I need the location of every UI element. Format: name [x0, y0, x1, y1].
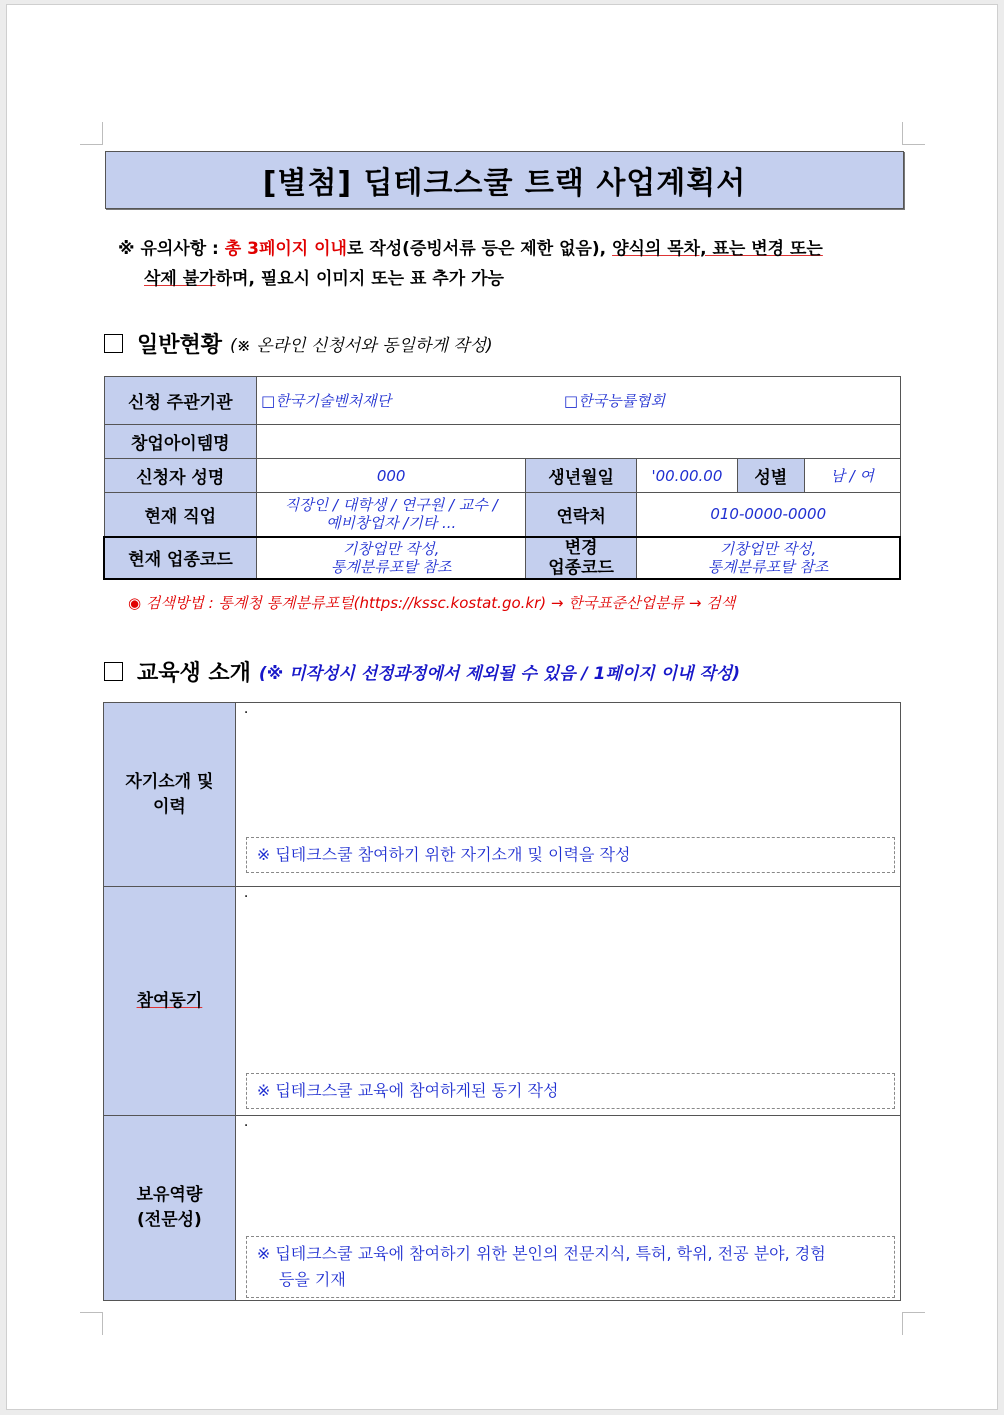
section-heading: 교육생 소개 [137, 661, 251, 686]
label-line1: 참여동기 [136, 990, 203, 1011]
general-table [103, 376, 901, 580]
notice [118, 234, 908, 294]
changed-label-line2: 업종코드 [548, 557, 614, 578]
notice-part1: 로 작성(증빙서류 등은 제한 없음), [346, 239, 613, 259]
job-label: 현재 직업 [104, 493, 257, 537]
notice-part2: 하며, 필요시 이미지 또는 표 추가 가능 [215, 269, 504, 289]
changed-label-line1: 변경 [564, 537, 598, 558]
intro-row-label [104, 1116, 236, 1301]
checkbox-icon [104, 334, 123, 353]
notice-underlined1: 양식의 목차, 표는 변경 또는 [612, 239, 823, 259]
org-label: 신청 주관기관 [104, 377, 257, 425]
industry-label: 현재 업종코드 [104, 537, 257, 579]
industry-value-line2: 통계분류포탈 참조 [330, 557, 452, 576]
hint-line2: 등을 기재 [278, 1270, 346, 1289]
notice-prefix: ※ 유의사항 : [118, 239, 225, 259]
gender-label: 성별 [737, 459, 804, 493]
intro-row-label [104, 887, 236, 1116]
table-row [104, 537, 900, 579]
label-line1: 자기소개 및 [125, 771, 214, 792]
label-line2: 이력 [153, 796, 186, 817]
changed-industry-value[interactable] [636, 537, 900, 579]
org-option2[interactable]: □한국능률협회 [563, 392, 666, 410]
job-value[interactable] [257, 493, 526, 537]
org-options [257, 377, 900, 425]
label-line2: (전문성) [137, 1210, 202, 1230]
contact-value[interactable]: 010-0000-0000 [636, 493, 900, 537]
job-value-line2: 예비창업자 /기타 ... [326, 514, 457, 533]
label-line1: 보유역량 [136, 1185, 203, 1205]
section-heading: 일반현황 [137, 333, 223, 358]
industry-value[interactable] [257, 537, 526, 579]
notice-highlight: 총 3페이지 이내 [224, 239, 347, 259]
checkbox-icon [104, 662, 123, 681]
hint-line1: ※ 딥테크스쿨 교육에 참여하기 위한 본인의 전문지식, 특허, 학위, 전공 분야, 경험 [256, 1244, 826, 1263]
table-row [104, 1116, 901, 1301]
job-value-line1: 직장인 / 대학생 / 연구원 / 교수 / [284, 496, 498, 515]
crop-mark-bottom-right [902, 1312, 925, 1335]
name-label: 신청자 성명 [104, 459, 257, 493]
changed-industry-label [526, 537, 637, 579]
hint-box: ※ 딥테크스쿨 교육에 참여하게된 동기 작성 [246, 1073, 895, 1109]
intro-row-label [104, 703, 236, 887]
crop-mark-top-left [80, 122, 103, 145]
self-intro-cell[interactable] [235, 703, 900, 887]
item-label: 창업아이템명 [104, 425, 257, 459]
notice-underlined2: 삭제 불가 [144, 269, 216, 289]
cursor-dot: . [243, 1114, 249, 1130]
cursor-dot: . [243, 885, 249, 901]
gender-value[interactable]: 남 / 여 [804, 459, 900, 493]
crop-mark-top-right [902, 122, 925, 145]
table-row [104, 493, 900, 537]
table-row [104, 425, 900, 459]
table-row [104, 459, 900, 493]
birth-value[interactable]: '00.00.00 [636, 459, 737, 493]
contact-label: 연락처 [526, 493, 637, 537]
changed-value-line2: 통계분류포탈 참조 [707, 557, 829, 576]
table-row [104, 887, 901, 1116]
section-intro [104, 656, 740, 687]
hint-box [246, 1236, 895, 1298]
birth-label: 생년월일 [526, 459, 637, 493]
hint-box: ※ 딥테크스쿨 참여하기 위한 자기소개 및 이력을 작성 [246, 837, 895, 873]
table-row [104, 703, 901, 887]
intro-table [103, 702, 901, 1301]
search-note: ◉ 검색방법 : 통계청 통계분류포털(https://kssc.kostat.go.kr) → 한국표준산업분류 → 검색 [128, 594, 736, 612]
document-title: [별첨] 딥테크스쿨 트랙 사업계획서 [105, 151, 904, 209]
table-row [104, 377, 900, 425]
name-value[interactable]: 000 [257, 459, 526, 493]
section-general [104, 328, 493, 359]
item-value[interactable] [257, 425, 900, 459]
org-option1[interactable]: □한국기술벤처재단 [261, 392, 392, 410]
section-subtitle: (※ 미작성시 선정과정에서 제외될 수 있음 / 1페이지 이내 작성) [258, 664, 740, 684]
section-subtitle: (※ 온라인 신청서와 동일하게 작성) [230, 336, 493, 356]
changed-value-line1: 기창업만 작성, [719, 539, 817, 558]
motivation-cell[interactable] [235, 887, 900, 1116]
industry-value-line1: 기창업만 작성, [342, 539, 440, 558]
cursor-dot: . [243, 701, 249, 717]
crop-mark-bottom-left [80, 1312, 103, 1335]
competency-cell[interactable] [235, 1116, 900, 1301]
